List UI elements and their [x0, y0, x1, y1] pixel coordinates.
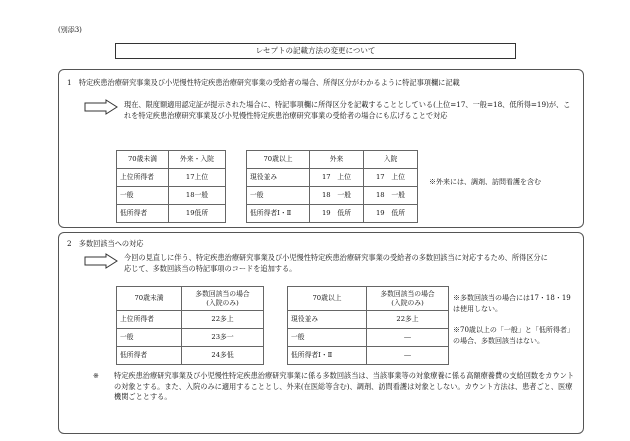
table-cell: 24多低 [182, 347, 264, 365]
table-cell: 上位所得者 [117, 311, 182, 329]
table-cell: 18一般 [169, 187, 226, 205]
header-cell: 70歳未満 [117, 151, 169, 169]
table-cell: 22多上 [367, 311, 449, 329]
document-title: レセプトの記載方法の変更について [115, 43, 516, 59]
table-cell: 一般 [117, 187, 169, 205]
header-cell: 70歳未満 [117, 287, 182, 311]
table-cell: 低所得者 [117, 205, 169, 223]
table-under70-s2 [116, 286, 264, 365]
section-2-note-1: ※多数回該当の場合には17・18・19は使用しない。 [453, 294, 571, 313]
table-cell: 現役並み [288, 311, 367, 329]
table-cell: 17 上位 [310, 169, 364, 187]
table-header [288, 287, 449, 311]
table-cell: 18 一般 [364, 187, 418, 205]
table-row [288, 311, 449, 329]
table-cell: 低所得者 [117, 347, 182, 365]
table-row [247, 205, 418, 223]
header-cell: 外来・入院 [169, 151, 226, 169]
section-1-note: ※外来には、調剤、訪問看護を含む [429, 178, 541, 186]
header-cell: 外来 [310, 151, 364, 169]
table-row [117, 347, 264, 365]
table-under70-s1 [116, 150, 226, 223]
header-cell: 入院 [364, 151, 418, 169]
section-2-heading: 2 多数回該当への対応 [67, 239, 144, 248]
table-cell: 18 一般 [310, 187, 364, 205]
section-2 [58, 232, 584, 434]
table-over70-s1 [246, 150, 418, 223]
table-row [247, 169, 418, 187]
attachment-label: (別添3) [58, 26, 82, 34]
table-cell: 一般 [247, 187, 310, 205]
table-row [117, 169, 226, 187]
footnote-mark: ※ [93, 372, 99, 380]
section-2-body: 今回の見直しに伴う、特定疾患治療研究事業及び小児慢性特定疾患治療研究事業の受給者の多数回該当に対応するため、所得区分に応じて、多数回該当の特記事項のコードを追加する。 [124, 253, 548, 273]
table-cell: 低所得者Ⅰ・Ⅱ [288, 347, 367, 365]
table-cell: 17 上位 [364, 169, 418, 187]
table-cell: 17上位 [169, 169, 226, 187]
table-cell: 現役並み [247, 169, 310, 187]
table-header [247, 151, 418, 169]
arrow-right-icon [84, 99, 118, 115]
section-2-footnote: 特定疾患治療研究事業及び小児慢性特定疾患治療研究事業に係る多数回該当は、当該事業等の対象療養に係る高額療養費の支給回数をカウントの対象とする。また、入院のみに適用することとし、外来(在医総等含む)、調剤、訪問看護は対象としない。カウント方法は、患者ごと、医療機関ごととする。 [114, 371, 575, 401]
table-header [117, 151, 226, 169]
table-cell: 19 低所 [310, 205, 364, 223]
table-cell: 低所得者Ⅰ・Ⅱ [247, 205, 310, 223]
header-cell: 多数回該当の場合 (入院のみ) [182, 287, 264, 311]
table-row [247, 187, 418, 205]
section-2-note-2: ※70歳以上の「一般」と「低所得者」の場合、多数回該当はない。 [453, 326, 574, 345]
header-cell: 多数回該当の場合 (入院のみ) [367, 287, 449, 311]
table-cell: 一般 [288, 329, 367, 347]
table-cell: 19 低所 [364, 205, 418, 223]
table-cell: 19低所 [169, 205, 226, 223]
table-cell: ― [367, 329, 449, 347]
table-row [117, 329, 264, 347]
header-cell: 70歳以上 [288, 287, 367, 311]
table-row [117, 187, 226, 205]
section-1-body: 現在、限度額適用認定証が提示された場合に、特記事項欄に所得区分を記載することとしている(上位=17、一般=18、低所得=19)が、これを特定疾患治療研究事業及び小児慢性特定疾患治療研究事業の受給者の場合にも広げることで対応 [124, 100, 571, 120]
section-1-heading: 1 特定疾患治療研究事業及び小児慢性特定疾患治療研究事業の受給者の場合、所得区分がわかるように特記事項欄に記載 [67, 78, 460, 87]
table-row [288, 329, 449, 347]
table-row [288, 347, 449, 365]
section-1 [58, 69, 584, 228]
table-header [117, 287, 264, 311]
arrow-right-icon [84, 253, 118, 269]
table-cell: 上位所得者 [117, 169, 169, 187]
header-cell: 70歳以上 [247, 151, 310, 169]
table-cell: 23多一 [182, 329, 264, 347]
table-row [117, 311, 264, 329]
table-cell: 一般 [117, 329, 182, 347]
table-cell: ― [367, 347, 449, 365]
table-over70-s2 [287, 286, 449, 365]
table-row [117, 205, 226, 223]
table-cell: 22多上 [182, 311, 264, 329]
